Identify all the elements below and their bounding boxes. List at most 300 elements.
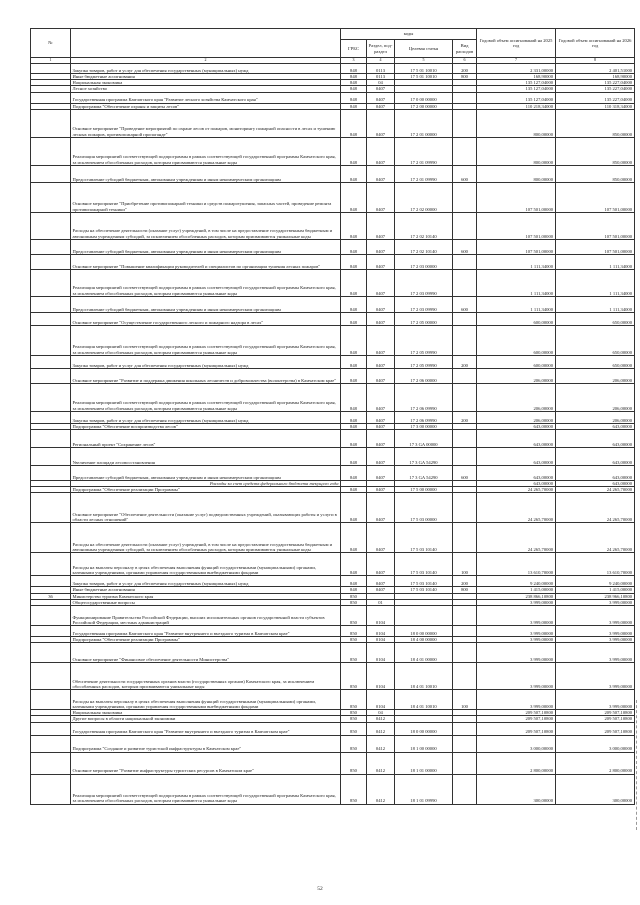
table-row — [31, 523, 635, 553]
cell-section: 0412 — [367, 722, 395, 735]
cell-vol2025: 135 127,04000 — [477, 86, 556, 92]
cell-vol2025: 3 999,00000 — [477, 637, 556, 643]
cell-grbs: 848 — [341, 430, 367, 448]
cell-exp-type — [453, 643, 477, 663]
cell-vol2026: 650,00000 — [556, 355, 635, 368]
cell-vol2026: 110 318,34000 — [556, 103, 635, 109]
cell-num — [31, 137, 71, 165]
cell-vol2026: 3 000,00000 — [556, 735, 635, 752]
cell-exp-type — [453, 368, 477, 383]
cell-vol2026: 1 111,34000 — [556, 296, 635, 312]
cell-target: 17 2 06 09990 — [395, 383, 453, 411]
cell-vol2026: 3 999,00000 — [556, 637, 635, 643]
cell-target: 18 0 00 00000 — [395, 722, 453, 735]
cell-target: 17 5 00 00000 — [395, 487, 453, 493]
cell-vol2025: 24 265,70000 — [477, 493, 556, 523]
cell-grbs: 848 — [341, 254, 367, 269]
cell-grbs: 848 — [341, 355, 367, 368]
cell-vol2025: 24 265,70000 — [477, 523, 556, 553]
cell-exp-type — [453, 606, 477, 626]
cell-name: Подпрограмма "Обеспечение воспроизводства лесов" — [71, 423, 341, 429]
cell-grbs: 848 — [341, 325, 367, 355]
cell-name: Реализация мероприятий соответствующей подпрограммы в рамках соответствующей государственной программы Камчатского края, за исключением обособленных расходов, которым присваиваются уникальные коды — [71, 137, 341, 165]
cell-vol2026: 13 610,70000 — [556, 553, 635, 576]
cell-vol2025: 107 501,00000 — [477, 182, 556, 212]
cell-vol2026: 3 999,00000 — [556, 626, 635, 637]
cell-target — [395, 606, 453, 626]
cell-target: 17 2 06 09990 — [395, 411, 453, 423]
cell-name: Закупка товаров, работ и услуг для обеспечения государственных (муниципальных) нужд — [71, 411, 341, 423]
cell-vol2025: 1 111,34000 — [477, 269, 556, 296]
header-num: № — [31, 29, 71, 58]
cell-name: Обеспечение деятельности государственных органов власти (государственных органов) Камчатского края, за исключением обособленных расходов, которым присваиваются уникальные коды — [71, 663, 341, 690]
cell-vol2025: 800,00000 — [477, 137, 556, 165]
table-row — [31, 355, 635, 368]
cell-vol2025: 206,00000 — [477, 411, 556, 423]
cell-name: Основное мероприятие "Финансовое обеспечение деятельности Министерства" — [71, 643, 341, 663]
table-row — [31, 182, 635, 212]
cell-section: 0407 — [367, 254, 395, 269]
colnum: 5 — [395, 58, 453, 64]
cell-section: 0407 — [367, 92, 395, 103]
cell-name: Основное мероприятие "Обеспечение деятельности (оказание услуг) подведомственных учреждений, оказывающих работы и услуги в области лесных отношений" — [71, 493, 341, 523]
cell-target: 18 4 01 10010 — [395, 663, 453, 690]
cell-grbs: 850 — [341, 606, 367, 626]
cell-name: Предоставление субсидий бюджетным, автономным учреждениям и иным некоммерческим организациям — [71, 165, 341, 182]
cell-vol2026: 107 501,00000 — [556, 212, 635, 239]
cell-num — [31, 493, 71, 523]
cell-target: 17 2 02 10140 — [395, 212, 453, 239]
table-row — [31, 774, 635, 804]
cell-target: 17 5 03 10140 — [395, 553, 453, 576]
cell-name: Закупка товаров, работ и услуг для обеспечения государственных (муниципальных) нужд — [71, 64, 341, 74]
cell-section: 0407 — [367, 466, 395, 481]
cell-vol2025: 168,90000 — [477, 74, 556, 80]
table-row — [31, 296, 635, 312]
cell-target: 17 0 00 00000 — [395, 92, 453, 103]
cell-grbs: 848 — [341, 368, 367, 383]
cell-vol2025: 209 507,10800 — [477, 716, 556, 722]
cell-vol2025: 2 331,00000 — [477, 64, 556, 74]
cell-vol2026: 3 999,00000 — [556, 643, 635, 663]
cell-target: 17 5 01 10010 — [395, 74, 453, 80]
cell-exp-type — [453, 383, 477, 411]
cell-num — [31, 752, 71, 774]
cell-num — [31, 296, 71, 312]
cell-vol2026: 107 501,00000 — [556, 182, 635, 212]
cell-exp-type — [453, 269, 477, 296]
cell-section: 0104 — [367, 643, 395, 663]
cell-vol2026: 209 507,10800 — [556, 710, 635, 716]
table-row — [31, 690, 635, 710]
cell-vol2025: 238 866,10800 — [477, 593, 556, 599]
cell-exp-type — [453, 752, 477, 774]
cell-grbs: 848 — [341, 493, 367, 523]
table-row — [31, 368, 635, 383]
cell-vol2026: 3 999,00000 — [556, 599, 635, 605]
cell-section: 0104 — [367, 690, 395, 710]
colnum: 3 — [341, 58, 367, 64]
cell-exp-type: 200 — [453, 411, 477, 423]
cell-vol2025: 643,00000 — [477, 448, 556, 466]
header-vol2025: Годовой объем ассигнований на 2025 год — [477, 29, 556, 58]
cell-vol2026: 643,00000 — [556, 481, 635, 487]
cell-grbs: 848 — [341, 576, 367, 587]
cell-exp-type: 800 — [453, 74, 477, 80]
cell-exp-type — [453, 137, 477, 165]
cell-section: 0407 — [367, 448, 395, 466]
cell-num — [31, 165, 71, 182]
cell-section: 04 — [367, 710, 395, 716]
cell-target: 18 4 01 10010 — [395, 690, 453, 710]
cell-target: 17 2 05 09990 — [395, 325, 453, 355]
cell-num — [31, 325, 71, 355]
cell-vol2026: 2 401,51000 — [556, 64, 635, 74]
cell-vol2025: 9 240,00000 — [477, 576, 556, 587]
cell-name: Реализация мероприятий соответствующей подпрограммы в рамках соответствующей государственной программы Камчатского края, за исключением обособленных расходов, которым присваиваются уникальные коды — [71, 269, 341, 296]
cell-section: 0113 — [367, 64, 395, 74]
cell-target: 17 5 03 00000 — [395, 493, 453, 523]
cell-target: 17 2 05 09990 — [395, 355, 453, 368]
cell-vol2026: 206,00000 — [556, 411, 635, 423]
cell-vol2026: 3 999,00000 — [556, 606, 635, 626]
cell-vol2026: 3 999,00000 — [556, 690, 635, 710]
table-row — [31, 722, 635, 735]
cell-name: Основное мероприятие "Повышение квалификации руководителей и специалистов по организации тушения лесных пожаров" — [71, 254, 341, 269]
table-row — [31, 137, 635, 165]
cell-grbs: 848 — [341, 182, 367, 212]
cell-vol2025: 2 800,00000 — [477, 752, 556, 774]
cell-section: 01 — [367, 599, 395, 605]
table-row — [31, 626, 635, 637]
cell-vol2026: 209 507,10800 — [556, 722, 635, 735]
cell-vol2025: 643,00000 — [477, 466, 556, 481]
cell-target: 18 4 01 00000 — [395, 643, 453, 663]
cell-name: Закупка товаров, работ и услуг для обеспечения государственных (муниципальных) нужд — [71, 355, 341, 368]
cell-grbs: 848 — [341, 137, 367, 165]
cell-grbs: 848 — [341, 312, 367, 325]
cell-target: 17 2 06 00000 — [395, 368, 453, 383]
header-name — [71, 29, 341, 58]
cell-exp-type — [453, 182, 477, 212]
cell-vol2025: 135 127,04000 — [477, 80, 556, 86]
cell-vol2026: 3 999,00000 — [556, 663, 635, 690]
cell-target: 17 3 GA 00000 — [395, 430, 453, 448]
cell-name: Государственная программа Камчатского края "Развитие внутреннего и въездного туризма в Камчатском крае" — [71, 626, 341, 637]
cell-exp-type: 200 — [453, 576, 477, 587]
cell-section: 0407 — [367, 423, 395, 429]
cell-grbs: 848 — [341, 92, 367, 103]
cell-num — [31, 212, 71, 239]
cell-num — [31, 626, 71, 637]
cell-name: Основное мероприятие "Проведение мероприятий по охране лесов от пожаров, мониторингу пожарной опасности в лесах и тушению лесных пожаров, противопожарной пропаганде" — [71, 109, 341, 137]
table-row — [31, 312, 635, 325]
cell-section: 0407 — [367, 296, 395, 312]
cell-section: 0104 — [367, 637, 395, 643]
cell-vol2026: 1 111,34000 — [556, 254, 635, 269]
cell-vol2026: 209 507,10800 — [556, 716, 635, 722]
cell-target: 18 1 01 00000 — [395, 752, 453, 774]
cell-name: Министерство туризма Камчатского края — [71, 593, 341, 599]
cell-target: 17 2 01 09990 — [395, 165, 453, 182]
scan-edge-mark — [636, 700, 638, 830]
cell-vol2025: 300,00000 — [477, 774, 556, 804]
cell-vol2025: 600,00000 — [477, 312, 556, 325]
cell-target: 17 5 03 10140 — [395, 587, 453, 593]
cell-num — [31, 523, 71, 553]
table-row — [31, 383, 635, 411]
cell-name: Государственная программа Камчатского края "Развитие лесного хозяйства Камчатского края" — [71, 92, 341, 103]
cell-name: Иные бюджетные ассигнования — [71, 74, 341, 80]
table-row — [31, 92, 635, 103]
cell-num — [31, 722, 71, 735]
cell-num — [31, 269, 71, 296]
cell-grbs: 850 — [341, 626, 367, 637]
cell-name: Предоставление субсидий бюджетным, автономным учреждениям и иным некоммерческим организациям — [71, 239, 341, 254]
cell-section: 0407 — [367, 383, 395, 411]
cell-num — [31, 368, 71, 383]
cell-vol2026: 650,00000 — [556, 325, 635, 355]
cell-num — [31, 411, 71, 423]
cell-section: 0407 — [367, 553, 395, 576]
cell-name: Расходы на выплаты персоналу в целях обеспечения выполнения функций государственными (муниципальными) органами, казенными учреждениями, органами управления государственными внебюджетными фондами — [71, 690, 341, 710]
cell-exp-type — [453, 523, 477, 553]
cell-grbs: 848 — [341, 423, 367, 429]
table-row — [31, 64, 635, 74]
cell-grbs: 848 — [341, 553, 367, 576]
cell-num — [31, 355, 71, 368]
cell-section: 0407 — [367, 103, 395, 109]
cell-vol2025: 107 501,00000 — [477, 239, 556, 254]
cell-vol2025: 3 999,00000 — [477, 626, 556, 637]
cell-name: Основное мероприятие "Развитие инфраструктуры туристских ресурсов в Камчатском крае" — [71, 752, 341, 774]
cell-target: 17 3 00 00000 — [395, 423, 453, 429]
cell-num — [31, 92, 71, 103]
cell-vol2025: 3 999,00000 — [477, 643, 556, 663]
cell-vol2026: 168,90000 — [556, 74, 635, 80]
header-target: Целевая статья — [395, 40, 453, 58]
cell-name: Расходы на выплаты персоналу в целях обеспечения выполнения функций государственными (муниципальными) органами, казенными учреждениями, органами управления государственными внебюджетными фондами — [71, 553, 341, 576]
cell-section: 0407 — [367, 239, 395, 254]
cell-vol2025: 209 507,10800 — [477, 710, 556, 716]
cell-num — [31, 663, 71, 690]
cell-vol2025: 3 000,00000 — [477, 735, 556, 752]
colnum: 1 — [31, 58, 71, 64]
cell-section: 0412 — [367, 752, 395, 774]
cell-name: Иные бюджетные ассигнования — [71, 587, 341, 593]
cell-grbs: 848 — [341, 165, 367, 182]
table-row — [31, 606, 635, 626]
cell-exp-type: 200 — [453, 355, 477, 368]
cell-vol2025: 24 265,70000 — [477, 487, 556, 493]
cell-num — [31, 383, 71, 411]
cell-section: 0407 — [367, 355, 395, 368]
cell-vol2025: 1 415,00000 — [477, 587, 556, 593]
cell-exp-type: 600 — [453, 165, 477, 182]
cell-num — [31, 182, 71, 212]
cell-vol2025: 600,00000 — [477, 355, 556, 368]
cell-exp-type — [453, 722, 477, 735]
cell-exp-type — [453, 663, 477, 690]
cell-exp-type: 600 — [453, 239, 477, 254]
cell-num — [31, 735, 71, 752]
cell-vol2025: 206,00000 — [477, 368, 556, 383]
cell-num — [31, 576, 71, 587]
cell-target: 17 2 00 00000 — [395, 103, 453, 109]
cell-target: 17 3 GA 54290 — [395, 466, 453, 481]
budget-table — [30, 28, 635, 805]
cell-target: 18 0 00 00000 — [395, 626, 453, 637]
cell-vol2026: 206,00000 — [556, 368, 635, 383]
cell-grbs: 848 — [341, 411, 367, 423]
cell-num — [31, 643, 71, 663]
cell-vol2026: 24 265,70000 — [556, 493, 635, 523]
cell-grbs: 850 — [341, 722, 367, 735]
cell-vol2025: 800,00000 — [477, 109, 556, 137]
cell-exp-type — [453, 774, 477, 804]
table-row — [31, 643, 635, 663]
cell-vol2025: 13 610,70000 — [477, 553, 556, 576]
table-row — [31, 430, 635, 448]
cell-vol2025: 600,00000 — [477, 325, 556, 355]
cell-grbs: 848 — [341, 523, 367, 553]
table-row — [31, 165, 635, 182]
cell-vol2025: 1 111,34000 — [477, 254, 556, 269]
cell-num — [31, 430, 71, 448]
cell-target: 17 2 05 00000 — [395, 312, 453, 325]
cell-name: Подпрограмма "Обеспечение охраны и защиты лесов" — [71, 103, 341, 109]
header-codes: коды — [341, 29, 477, 40]
cell-name: Реализация мероприятий соответствующей подпрограммы в рамках соответствующей государственной программы Камчатского края, за исключением обособленных расходов, которым присваиваются уникальные коды — [71, 774, 341, 804]
cell-name: Основное мероприятие "Приобретение противопожарной техники и средств пожаротушения, запасных частей, проведение ремонта противопожарной техники" — [71, 182, 341, 212]
cell-vol2026: 135 227,04000 — [556, 86, 635, 92]
cell-vol2026: 643,00000 — [556, 430, 635, 448]
cell-vol2026: 2 800,00000 — [556, 752, 635, 774]
table-row — [31, 411, 635, 423]
cell-grbs: 848 — [341, 80, 367, 86]
cell-section: 0407 — [367, 165, 395, 182]
colnum: 2 — [71, 58, 341, 64]
table-row — [31, 553, 635, 576]
cell-section: 0407 — [367, 269, 395, 296]
cell-name: Национальная экономика — [71, 80, 341, 86]
cell-grbs: 848 — [341, 86, 367, 92]
cell-vol2026: 643,00000 — [556, 448, 635, 466]
table-row — [31, 254, 635, 269]
cell-exp-type: 100 — [453, 690, 477, 710]
cell-exp-type — [453, 312, 477, 325]
cell-section: 0104 — [367, 606, 395, 626]
table-row — [31, 663, 635, 690]
cell-vol2026: 1 415,00000 — [556, 587, 635, 593]
table-row — [31, 752, 635, 774]
cell-section: 0407 — [367, 182, 395, 212]
cell-section: 0407 — [367, 576, 395, 587]
cell-target: 17 2 03 09990 — [395, 269, 453, 296]
cell-section: 0407 — [367, 312, 395, 325]
table-row — [31, 448, 635, 466]
cell-vol2026: 643,00000 — [556, 466, 635, 481]
cell-vol2026: 238 966,10800 — [556, 593, 635, 599]
cell-target: 17 2 03 00000 — [395, 254, 453, 269]
cell-target: 17 2 01 00000 — [395, 109, 453, 137]
cell-vol2026: 643,00000 — [556, 423, 635, 429]
cell-section: 0407 — [367, 86, 395, 92]
cell-grbs: 848 — [341, 487, 367, 493]
cell-grbs: 850 — [341, 643, 367, 663]
cell-section: 0104 — [367, 626, 395, 637]
cell-vol2026: 206,00000 — [556, 383, 635, 411]
cell-name: Государственная программа Камчатского края "Развитие внутреннего и въездного туризма в Камчатском крае" — [71, 722, 341, 735]
cell-grbs: 850 — [341, 774, 367, 804]
cell-section: 0407 — [367, 368, 395, 383]
cell-target: 17 5 03 10140 — [395, 523, 453, 553]
cell-vol2025: 110 218,34000 — [477, 103, 556, 109]
cell-exp-type — [453, 254, 477, 269]
colnum: 4 — [367, 58, 395, 64]
header-vol2026: Годовой объем ассигнований на 2026 год — [556, 29, 635, 58]
cell-num: 36 — [31, 593, 71, 599]
table-row — [31, 466, 635, 481]
cell-exp-type — [453, 626, 477, 637]
budget-table-container — [30, 28, 634, 805]
cell-target: 18 1 00 00000 — [395, 735, 453, 752]
table-row — [31, 212, 635, 239]
cell-name: Реализация мероприятий соответствующей подпрограммы в рамках соответствующей государственной программы Камчатского края, за исключением обособленных расходов, которым присваиваются уникальные коды — [71, 325, 341, 355]
cell-exp-type — [453, 92, 477, 103]
cell-grbs: 848 — [341, 64, 367, 74]
cell-vol2025: 643,00000 — [477, 430, 556, 448]
cell-target: 17 2 01 09990 — [395, 137, 453, 165]
cell-vol2026: 850,00000 — [556, 165, 635, 182]
cell-grbs: 848 — [341, 103, 367, 109]
cell-name: Национальная экономика — [71, 710, 341, 716]
cell-name: Функционирование Правительства Российской Федерации, высших исполнительных органов государственной власти субъектов Российской Федерации, местных администраций — [71, 606, 341, 626]
cell-grbs: 850 — [341, 690, 367, 710]
cell-section: 0412 — [367, 716, 395, 722]
cell-vol2026: 24 265,70000 — [556, 523, 635, 553]
cell-vol2026: 135 227,04000 — [556, 92, 635, 103]
cell-section: 0407 — [367, 430, 395, 448]
cell-vol2025: 107 501,00000 — [477, 212, 556, 239]
cell-name: Подпрограмма "Обеспечение реализации Программы" — [71, 487, 341, 493]
cell-grbs: 850 — [341, 637, 367, 643]
cell-grbs: 848 — [341, 269, 367, 296]
cell-exp-type: 600 — [453, 466, 477, 481]
cell-num — [31, 312, 71, 325]
cell-section: 0113 — [367, 74, 395, 80]
cell-section: 0412 — [367, 774, 395, 804]
cell-num — [31, 254, 71, 269]
cell-vol2026: 650,00000 — [556, 312, 635, 325]
cell-exp-type — [453, 735, 477, 752]
cell-section: 0407 — [367, 487, 395, 493]
cell-vol2025: 1 111,34000 — [477, 296, 556, 312]
cell-vol2025: 209 507,10800 — [477, 722, 556, 735]
table-row — [31, 576, 635, 587]
cell-num — [31, 466, 71, 481]
cell-num — [31, 239, 71, 254]
cell-vol2026: 107 501,00000 — [556, 239, 635, 254]
page-number: 52 — [317, 886, 323, 892]
header-exp-type: Вид расходов — [453, 40, 477, 58]
cell-target: 17 2 03 09990 — [395, 296, 453, 312]
cell-name: Реализация мероприятий соответствующей подпрограммы в рамках соответствующей государственной программы Камчатского края, за исключением обособленных расходов, которым присваиваются уникальные коды — [71, 383, 341, 411]
cell-num — [31, 448, 71, 466]
cell-vol2026: 300,00000 — [556, 774, 635, 804]
table-body — [31, 64, 635, 805]
cell-num — [31, 64, 71, 74]
